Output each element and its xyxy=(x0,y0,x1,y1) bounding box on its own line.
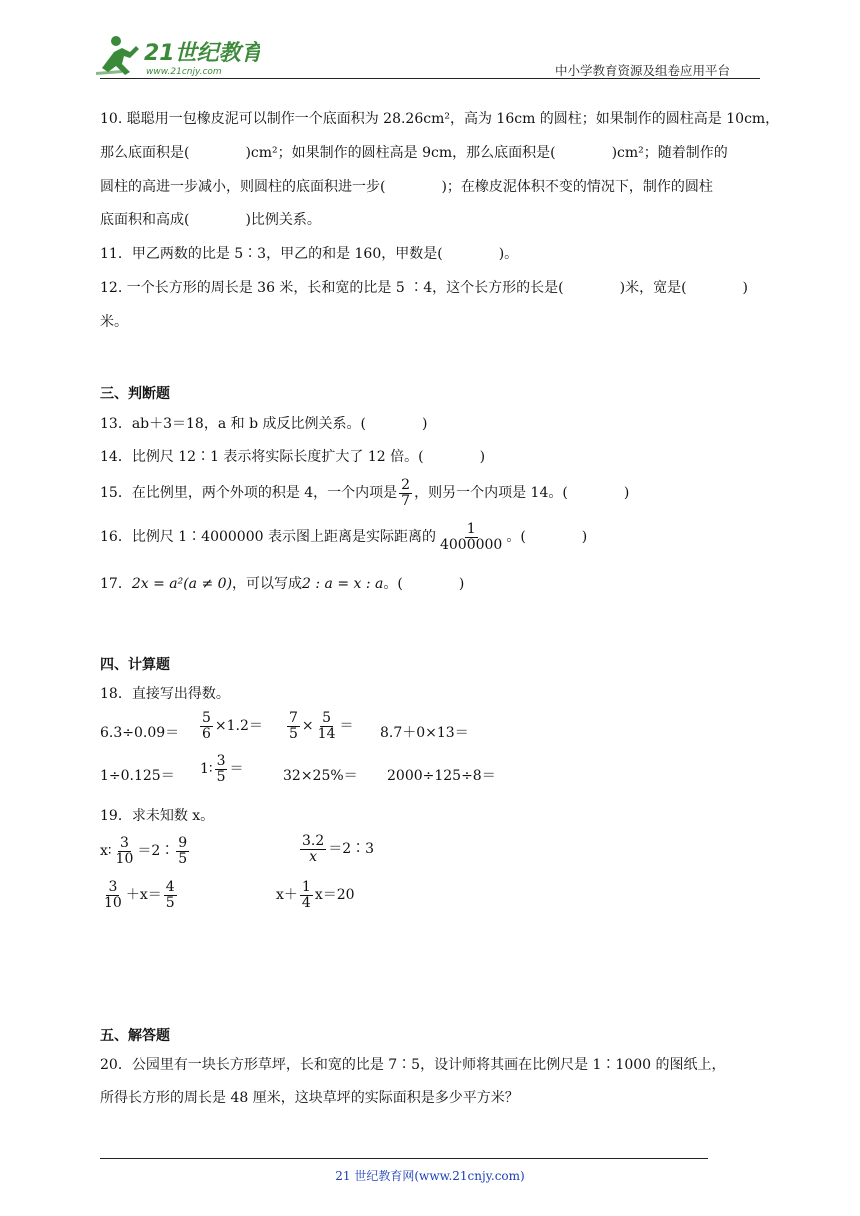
q14: 14．比例尺 12∶1 表示将实际长度扩大了 12 倍。( ) xyxy=(100,449,486,465)
q15-text: 15．在比例里，两个外项的积是 4，一个内项是 xyxy=(100,485,398,502)
section-answer-title: 五、解答题 xyxy=(100,1028,170,1044)
q12-line-2: 米。 xyxy=(100,314,128,330)
calc-item: 1∶ $\frac{3}{5}$ ＝ xyxy=(200,753,244,785)
q16-text: 16．比例尺 1∶4000000 表示图上距离是实际距离的 xyxy=(100,529,436,546)
q11: 11．甲乙两数的比是 5∶3，甲乙的和是 160，甲数是( )。 xyxy=(100,246,519,262)
footer-divider xyxy=(100,1158,708,1159)
q19-row-2 xyxy=(100,878,660,920)
q15-fraction: $\frac{2}{7}$ xyxy=(401,477,411,509)
q18-row-2 xyxy=(100,752,660,792)
equation: x∶ $\frac{3}{10}$ ＝2∶ $\frac{9}{5}$ xyxy=(100,835,188,867)
q10-line-4: 底面积和高成( )比例关系。 xyxy=(100,212,321,228)
q15 xyxy=(100,478,629,508)
q20-line-1: 20．公园里有一块长方形草坪，长和宽的比是 7∶5，设计师将其画在比例尺是 1∶1000 的图纸上， xyxy=(100,1057,726,1073)
q13: 13．ab＋3＝18，a 和 b 成反比例关系。( ) xyxy=(100,416,428,432)
q15-text-2: ，则另一个内项是 14。( ) xyxy=(414,485,630,502)
calc-item: 2000÷125÷8＝ xyxy=(387,768,496,784)
logo-text: 21世纪教育 xyxy=(144,41,260,66)
q10-line-3: 圆柱的高进一步减小，则圆柱的底面积进一步( )；在橡皮泥体积不变的情况下，制作的圆柱 xyxy=(100,179,713,195)
q12-line-1: 12. 一个长方形的周长是 36 米，长和宽的比是 5 ∶4，这个长方形的长是( )米，宽是( ) xyxy=(100,280,748,296)
equation: $\frac{3}{10}$ ＋x＝ $\frac{4}{5}$ xyxy=(104,879,175,911)
calc-item: $\frac{7}{5}$ × $\frac{5}{14}$ ＝ xyxy=(289,710,354,742)
calc-item: $\frac{5}{6}$ ×1.2＝ xyxy=(202,710,263,742)
q18-title: 18．直接写出得数。 xyxy=(100,686,230,702)
q18-row-1 xyxy=(100,711,660,751)
platform-name: 中小学教育资源及组卷应用平台 xyxy=(555,63,731,78)
q17-formula-2: 2 : a = x : a xyxy=(302,576,384,592)
header-divider xyxy=(100,78,760,79)
q19-row-1 xyxy=(100,834,660,876)
q16-text-2: 。( ) xyxy=(506,529,588,546)
footer-text: 21 世纪教育网(www.21cnjy.com) xyxy=(335,1169,525,1183)
q17: 17．2x = a²(a ≠ 0)，可以写成2 : a = x : a。( ) xyxy=(100,576,465,592)
q17-formula: 2x = a²(a ≠ 0) xyxy=(131,576,233,592)
q16-fraction: $\frac{1}{4000000}$ xyxy=(439,521,503,553)
q16 xyxy=(100,522,587,552)
equation: x＋ $\frac{1}{4}$ x＝20 xyxy=(276,879,355,911)
logo-url: www.21cnjy.com xyxy=(146,67,222,77)
calc-item: 6.3÷0.09＝ xyxy=(100,725,180,741)
section-calc-title: 四、计算题 xyxy=(100,657,170,673)
calc-item: 32×25%＝ xyxy=(283,768,358,784)
calc-item: 1÷0.125＝ xyxy=(100,768,175,784)
calc-item: 8.7＋0×13＝ xyxy=(380,725,469,741)
q10-line-2: 那么底面积是( )cm²；如果制作的圆柱高是 9cm，那么底面积是( )cm²；随着制作的 xyxy=(100,145,728,161)
q10-line-1: 10. 聪聪用一包橡皮泥可以制作一个底面积为 28.26cm²，高为 16cm 的圆柱；如果制作的圆柱高是 10cm， xyxy=(100,111,780,127)
equation: $\frac{3.2}{x}$ ＝2∶3 xyxy=(302,833,375,865)
site-logo xyxy=(92,30,260,80)
q19-title: 19．求未知数 x。 xyxy=(100,808,215,824)
q20-line-2: 所得长方形的周长是 48 厘米，这块草坪的实际面积是多少平方米？ xyxy=(100,1090,519,1106)
section-judgement-title: 三、判断题 xyxy=(100,386,170,402)
